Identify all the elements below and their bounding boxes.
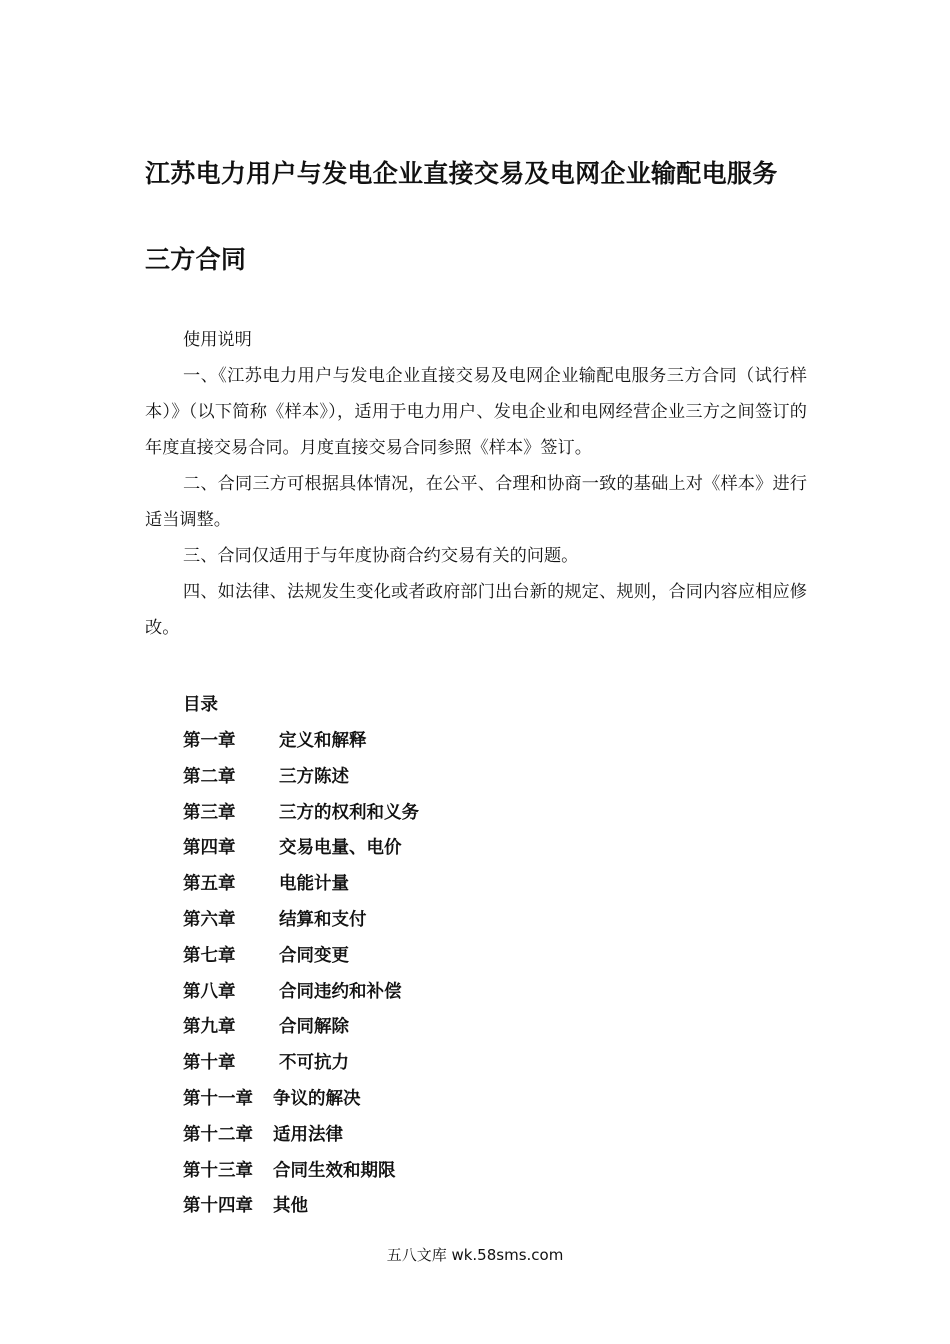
toc-entry (183, 1045, 419, 1081)
instructions-heading: 使用说明 (183, 330, 252, 350)
usage-instructions (145, 322, 807, 646)
toc-chapter-title: 适用法律 (273, 1124, 343, 1145)
toc-chapter-title: 三方的权利和义务 (279, 802, 419, 823)
toc-chapter-number: 第十三章 (183, 1160, 253, 1181)
toc-chapter-title: 合同解除 (279, 1017, 349, 1038)
toc-entry (183, 1081, 419, 1117)
toc-chapter-number: 第九章 (183, 1017, 236, 1038)
toc-entry (183, 1009, 419, 1045)
toc-chapter-title: 交易电量、电价 (279, 838, 402, 859)
toc-chapter-title: 合同生效和期限 (273, 1160, 396, 1181)
instruction-item-1: 一、《江苏电力用户与发电企业直接交易及电网企业输配电服务三方合同（试行样本）》（以下简称《样本》），适用于电力用户、发电企业和电网经营企业三方之间签订的年度直接交易合同。月度直接交易合同参照《样本》签订。 (145, 366, 807, 458)
document-title-line-1: 江苏电力用户与发电企业直接交易及电网企业输配电服务 (145, 159, 778, 188)
toc-entry (183, 1153, 419, 1189)
toc-heading: 目录 (183, 695, 218, 715)
instruction-item-4: 四、如法律、法规发生变化或者政府部门出台新的规定、规则，合同内容应相应修改。 (145, 582, 807, 638)
toc-chapter-number: 第五章 (183, 874, 236, 895)
toc-chapter-title: 合同变更 (279, 945, 349, 966)
document-title-line-2: 三方合同 (145, 245, 247, 274)
toc-chapter-number: 第十二章 (183, 1124, 253, 1145)
toc-entry (183, 723, 419, 759)
toc-chapter-number: 第八章 (183, 981, 236, 1002)
toc-chapter-title: 合同违约和补偿 (279, 981, 402, 1002)
toc-chapter-title: 三方陈述 (279, 766, 349, 787)
toc-entry (183, 866, 419, 902)
toc-chapter-title: 电能计量 (279, 874, 349, 895)
toc-chapter-number: 第十一章 (183, 1088, 253, 1109)
toc-entry (183, 1117, 419, 1153)
toc-chapter-number: 第四章 (183, 838, 236, 859)
toc-chapter-title: 定义和解释 (279, 731, 367, 751)
instruction-item-3: 三、合同仅适用于与年度协商合约交易有关的问题。 (183, 546, 579, 566)
toc-entry (183, 938, 419, 974)
page-footer-watermark: 五八文库 wk.58sms.com (386, 1246, 564, 1264)
toc-chapter-number: 第六章 (183, 909, 236, 930)
toc-chapter-title: 结算和支付 (279, 909, 367, 930)
toc-entry (183, 795, 419, 831)
toc-chapter-title: 其他 (273, 1196, 308, 1217)
toc-entry (183, 1188, 419, 1224)
toc-chapter-number: 第十四章 (183, 1196, 253, 1217)
toc-entry (183, 830, 419, 866)
toc-chapter-number: 第一章 (183, 731, 236, 751)
toc-entry (183, 759, 419, 795)
toc-chapter-title: 不可抗力 (279, 1053, 349, 1074)
toc-chapter-number: 第二章 (183, 766, 236, 787)
table-of-contents (183, 687, 419, 1224)
toc-entry (183, 902, 419, 938)
toc-chapter-number: 第十章 (183, 1053, 236, 1074)
toc-entry (183, 974, 419, 1010)
toc-chapter-number: 第七章 (183, 945, 236, 966)
instruction-item-2: 二、合同三方可根据具体情况，在公平、合理和协商一致的基础上对《样本》进行适当调整。 (145, 474, 807, 530)
toc-chapter-number: 第三章 (183, 802, 236, 823)
toc-chapter-title: 争议的解决 (273, 1088, 361, 1109)
